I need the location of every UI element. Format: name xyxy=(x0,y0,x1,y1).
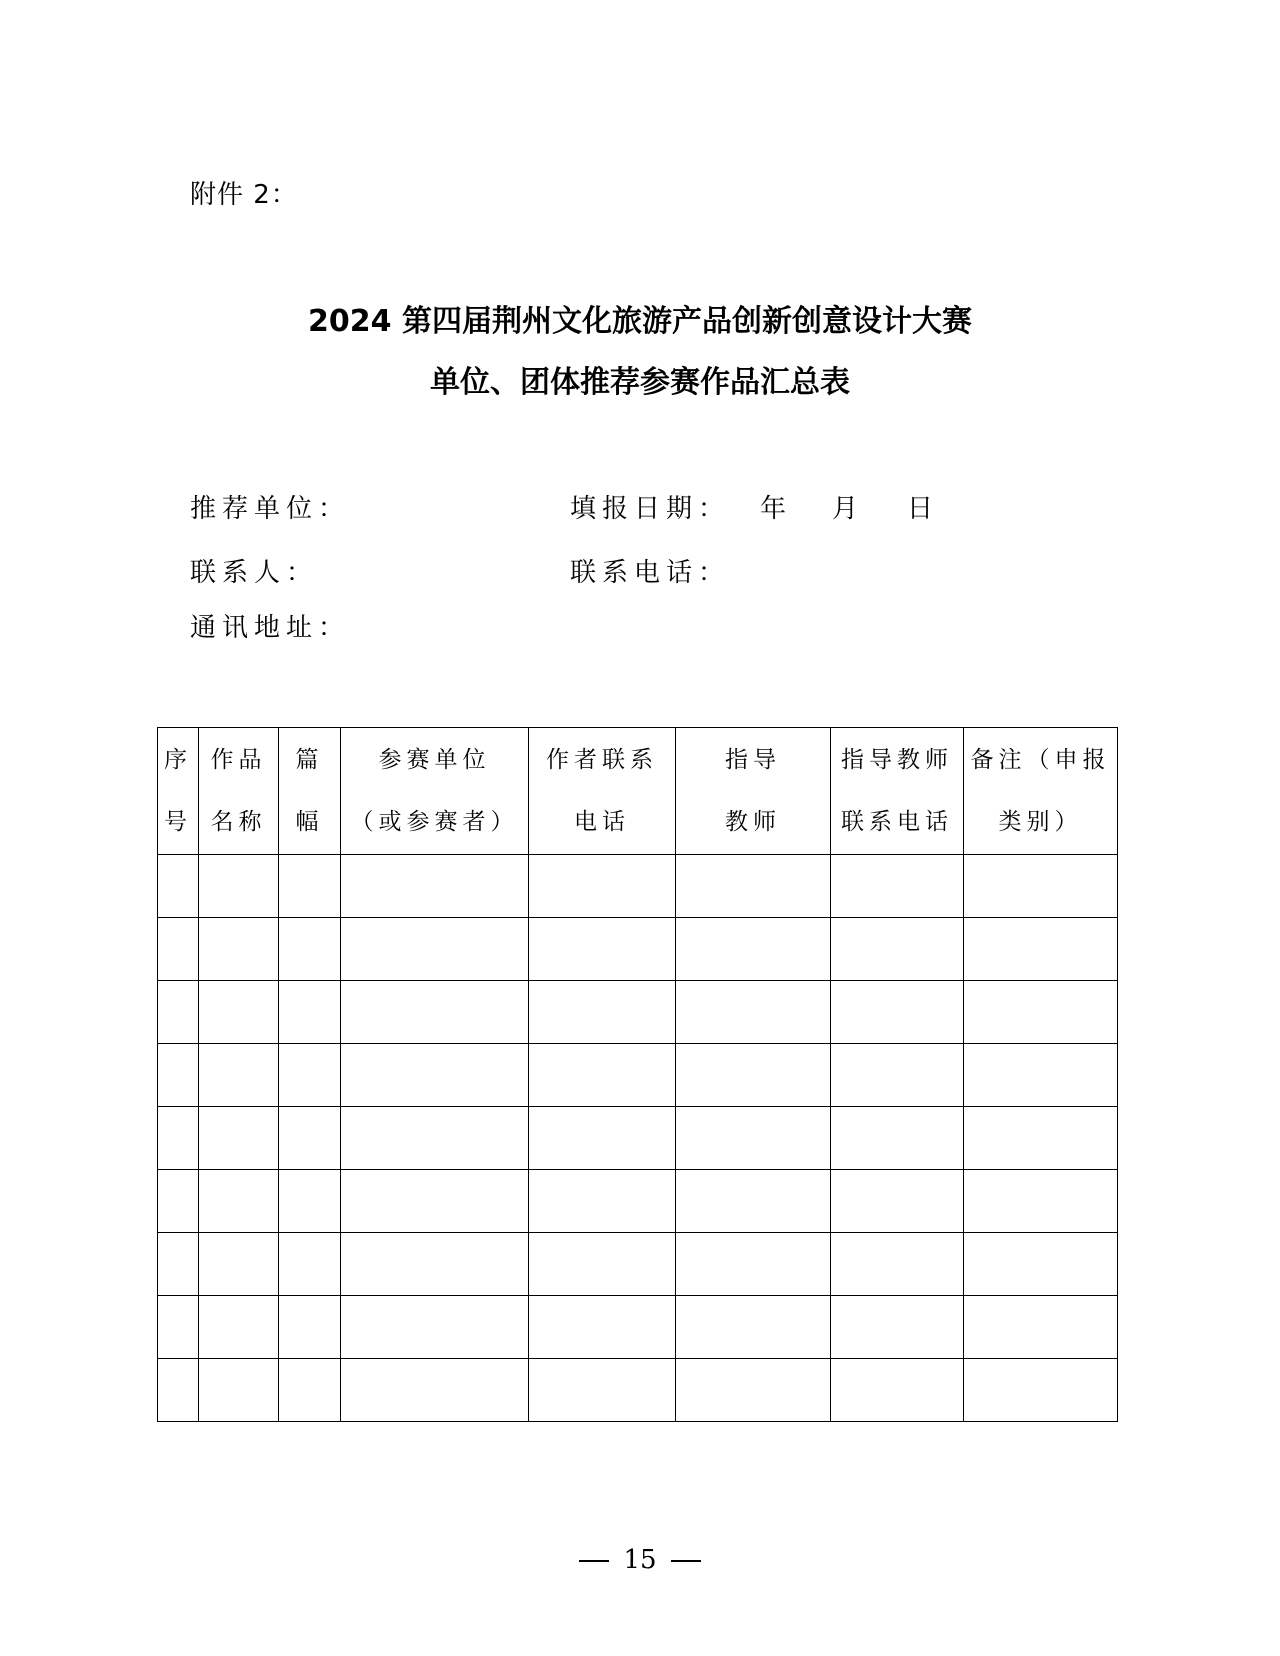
table-cell[interactable] xyxy=(964,1296,1118,1359)
table-cell[interactable] xyxy=(676,1233,831,1296)
fill-date-label: 填报日期： xyxy=(570,494,731,524)
table-cell[interactable] xyxy=(529,855,676,918)
table-row xyxy=(158,855,1118,918)
header-instructor: 指导 教师 xyxy=(676,728,831,855)
table-cell[interactable] xyxy=(199,1233,279,1296)
page-number-left-dash xyxy=(579,1560,609,1562)
table-cell[interactable] xyxy=(831,1233,964,1296)
table-cell[interactable] xyxy=(529,918,676,981)
attachment-label: 附件 2： xyxy=(190,180,298,210)
table-cell[interactable] xyxy=(158,1170,199,1233)
table-cell[interactable] xyxy=(341,918,529,981)
table-cell[interactable] xyxy=(964,1044,1118,1107)
table-cell[interactable] xyxy=(279,1107,341,1170)
contact-person-label: 联系人： xyxy=(190,558,319,588)
header-piece-count: 篇 幅 xyxy=(279,728,341,855)
table-cell[interactable] xyxy=(964,981,1118,1044)
table-cell[interactable] xyxy=(676,1107,831,1170)
table-cell[interactable] xyxy=(831,855,964,918)
table-cell[interactable] xyxy=(831,1296,964,1359)
date-day-label: 日 xyxy=(907,494,934,524)
table-cell[interactable] xyxy=(831,1044,964,1107)
table-cell[interactable] xyxy=(529,1233,676,1296)
table-cell[interactable] xyxy=(529,1044,676,1107)
date-month-label: 月 xyxy=(832,494,859,524)
table-cell[interactable] xyxy=(158,855,199,918)
table-cell[interactable] xyxy=(279,981,341,1044)
table-row xyxy=(158,918,1118,981)
table-cell[interactable] xyxy=(158,918,199,981)
table-cell[interactable] xyxy=(341,855,529,918)
page-number xyxy=(0,1545,1280,1575)
header-instructor-phone: 指导教师 联系电话 xyxy=(831,728,964,855)
table-cell[interactable] xyxy=(279,1170,341,1233)
table-cell[interactable] xyxy=(831,981,964,1044)
table-cell[interactable] xyxy=(199,981,279,1044)
table-cell[interactable] xyxy=(831,1170,964,1233)
table-cell[interactable] xyxy=(158,981,199,1044)
table-row xyxy=(158,1359,1118,1422)
table-cell[interactable] xyxy=(158,1044,199,1107)
page-number-right-dash xyxy=(671,1560,701,1562)
submission-summary-table xyxy=(157,727,1118,1422)
table-cell[interactable] xyxy=(341,1044,529,1107)
table-cell[interactable] xyxy=(676,1296,831,1359)
table-cell[interactable] xyxy=(279,1359,341,1422)
table-row xyxy=(158,1107,1118,1170)
table-cell[interactable] xyxy=(676,855,831,918)
table-cell[interactable] xyxy=(529,1170,676,1233)
table-cell[interactable] xyxy=(341,1233,529,1296)
table-cell[interactable] xyxy=(341,1296,529,1359)
table-cell[interactable] xyxy=(158,1296,199,1359)
table-cell[interactable] xyxy=(158,1233,199,1296)
table-cell[interactable] xyxy=(158,1359,199,1422)
table-cell[interactable] xyxy=(279,1044,341,1107)
table-cell[interactable] xyxy=(529,1359,676,1422)
document-title-line2: 单位、团体推荐参赛作品汇总表 xyxy=(430,365,850,400)
table-cell[interactable] xyxy=(831,1359,964,1422)
table-row xyxy=(158,1296,1118,1359)
table-cell[interactable] xyxy=(199,1170,279,1233)
table-cell[interactable] xyxy=(199,1359,279,1422)
table-cell[interactable] xyxy=(199,918,279,981)
table-cell[interactable] xyxy=(158,1107,199,1170)
recommend-unit-label: 推荐单位： xyxy=(190,494,351,524)
header-participating-unit: 参赛单位 （或参赛者） xyxy=(341,728,529,855)
table-cell[interactable] xyxy=(964,1170,1118,1233)
table-cell[interactable] xyxy=(341,981,529,1044)
table-cell[interactable] xyxy=(199,1107,279,1170)
date-year-label: 年 xyxy=(760,494,787,524)
table-row xyxy=(158,1233,1118,1296)
contact-phone-label: 联系电话： xyxy=(570,558,731,588)
table-cell[interactable] xyxy=(199,1044,279,1107)
table-cell[interactable] xyxy=(964,1359,1118,1422)
table-cell[interactable] xyxy=(341,1170,529,1233)
table-cell[interactable] xyxy=(279,855,341,918)
page-number-value: 15 xyxy=(623,1545,657,1575)
table-cell[interactable] xyxy=(279,918,341,981)
header-work-name: 作品 名称 xyxy=(199,728,279,855)
header-author-phone: 作者联系 电话 xyxy=(529,728,676,855)
table-cell[interactable] xyxy=(964,855,1118,918)
header-serial-number: 序 号 xyxy=(158,728,199,855)
table-cell[interactable] xyxy=(676,1359,831,1422)
table-row xyxy=(158,1170,1118,1233)
table-cell[interactable] xyxy=(529,1107,676,1170)
table-cell[interactable] xyxy=(341,1107,529,1170)
document-title-line1: 2024 第四届荆州文化旅游产品创新创意设计大赛 xyxy=(308,304,972,339)
table-cell[interactable] xyxy=(279,1233,341,1296)
table-cell[interactable] xyxy=(279,1296,341,1359)
table-cell[interactable] xyxy=(831,1107,964,1170)
table-cell[interactable] xyxy=(199,855,279,918)
table-row xyxy=(158,981,1118,1044)
address-label: 通讯地址： xyxy=(190,613,351,643)
table-cell[interactable] xyxy=(964,918,1118,981)
table-cell[interactable] xyxy=(676,1044,831,1107)
table-cell[interactable] xyxy=(964,1107,1118,1170)
table-row xyxy=(158,1044,1118,1107)
table-cell[interactable] xyxy=(529,981,676,1044)
table-body xyxy=(158,855,1118,1422)
table-cell[interactable] xyxy=(831,918,964,981)
table-cell[interactable] xyxy=(676,1170,831,1233)
table-cell[interactable] xyxy=(341,1359,529,1422)
table-header-row xyxy=(158,728,1118,855)
header-remarks: 备注（申报 类别） xyxy=(964,728,1118,855)
table-cell[interactable] xyxy=(529,1296,676,1359)
table-cell[interactable] xyxy=(676,981,831,1044)
table-cell[interactable] xyxy=(199,1296,279,1359)
table-cell[interactable] xyxy=(964,1233,1118,1296)
table-cell[interactable] xyxy=(676,918,831,981)
